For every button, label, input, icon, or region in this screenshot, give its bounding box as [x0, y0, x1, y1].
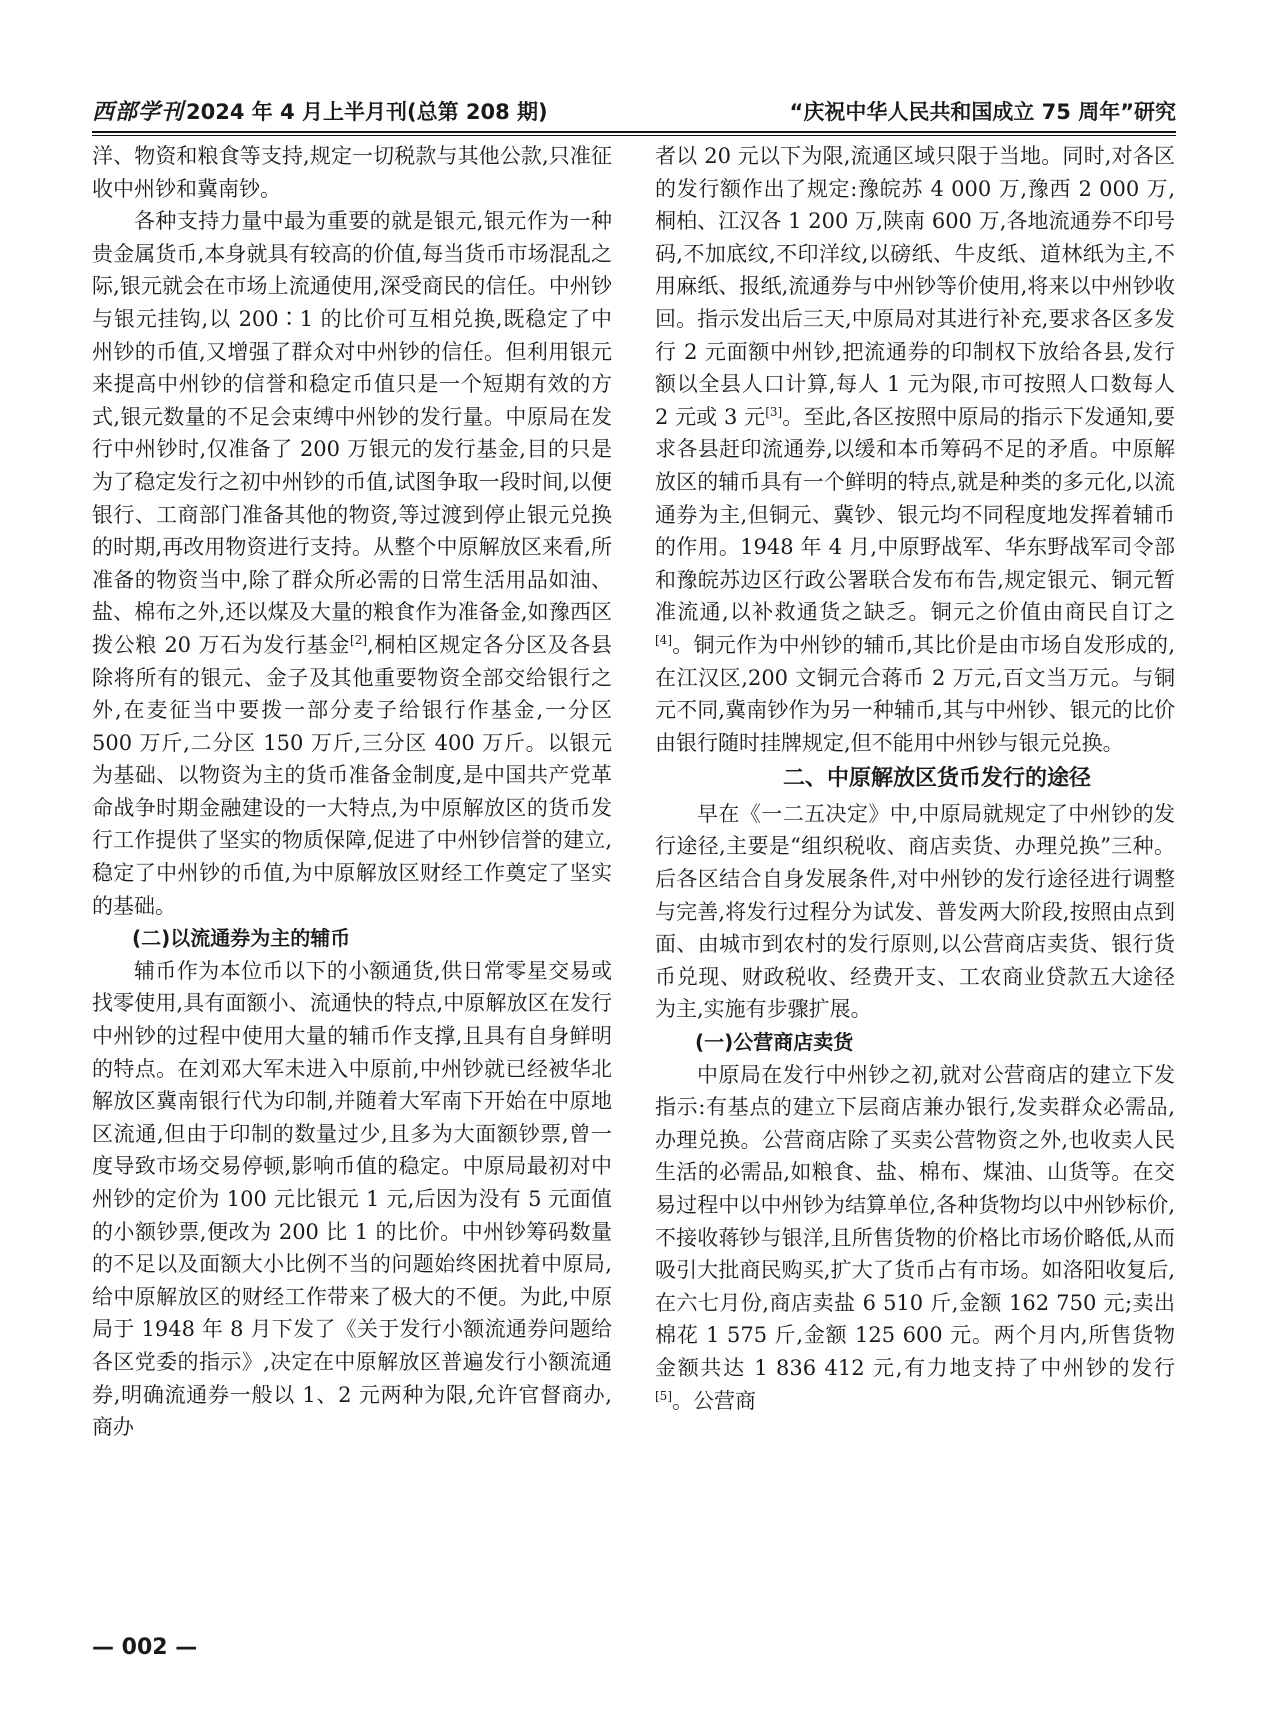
journal-logo: 西部学刊	[92, 99, 185, 125]
page-number: — 002 —	[92, 1635, 198, 1660]
paragraph-text: 各种支持力量中最为重要的就是银元,银元作为一种贵金属货币,本身就具有较高的价值,每当货币市场混乱之际,银元就会在市场上流通使用,深受商民的信任。中州钞与银元挂钩,以 200∶1 的比价可互相兑换,既稳定了中州钞的币值,又增强了群众对中州钞的信任。但利用银元来提高中州钞的信誉和稳定币值只是一个短期有效的方式,银元数量的不足会束缚中州钞的发行量。中原局在发行中州钞时,仅准备了 200 万银元的发行基金,目的只是为了稳定发行之初中州钞的币值,试图争取一段时间,以便银行、工商部门准备其他的物资,等过渡到停止银元兑换的时期,再改用物资进行支持。从整个中原解放区来看,所准备的物资当中,除了群众所必需的日常生活用品如油、盐、棉布之外,还以煤及大量的粮食作为准备金,如豫西区拨公粮 20 万石为发行基金	[92, 209, 612, 657]
citation: [5]	[655, 1388, 672, 1403]
paragraph	[655, 1059, 1175, 1418]
paragraph-text: 。公营商	[672, 1388, 756, 1413]
subsection-heading: (一)公营商店卖货	[695, 1030, 854, 1055]
paragraph	[92, 205, 612, 922]
paragraph-text: 。铜元作为中州钞的辅币,其比价是由市场自发形成的,在江汉区,200 文铜元合蒋币 2 万元,百文当万元。与铜元不同,冀南钞作为另一种辅币,其与中州钞、银元的比价由银行随时挂牌规定,但不能用中州钞与银元兑换。	[655, 632, 1175, 755]
citation: [2]	[350, 632, 368, 647]
header-left	[92, 95, 548, 126]
subsection-heading: (二)以流通券为主的辅币	[132, 926, 351, 951]
paragraph	[655, 140, 1175, 759]
paragraph: 洋、物资和粮食等支持,规定一切税款与其他公款,只准征收中州钞和冀南钞。	[92, 144, 612, 201]
paragraph: 辅币作为本位币以下的小额通货,供日常零星交易或找零使用,具有面额小、流通快的特点,中原解放区在发行中州钞的过程中使用大量的辅币作支撑,且具有自身鲜明的特点。在刘邓大军未进入中原前,中州钞就已经被华北解放区冀南银行代为印制,并随着大军南下开始在中原地区流通,但由于印制的数量过少,且多为大面额钞票,曾一度导致市场交易停顿,影响币值的稳定。中原局最初对中州钞的定价为 100 元比银元 1 元,后因为没有 5 元面值的小额钞票,便改为 200 比 1 的比价。中州钞筹码数量的不足以及面额大小比例不当的问题始终困扰着中原局,给中原解放区的财经工作带来了极大的不便。为此,中原局于 1948 年 8 月下发了《关于发行小额流通券问题给各区党委的指示》,决定在中原解放区普遍发行小额流通券,明确流通券一般以 1、2 元两种为限,允许官督商办,商办	[92, 958, 612, 1440]
column-topic: “庆祝中华人民共和国成立 75 周年”研究	[789, 100, 1176, 124]
running-header	[92, 86, 1176, 126]
paragraph-text: 者以 20 元以下为限,流通区域只限于当地。同时,对各区的发行额作出了规定:豫皖苏 4 000 万,豫西 2 000 万,桐柏、江汉各 1 200 万,陕南 600 万,各地流通券不印号码,不加底纹,不印洋纹,以磅纸、牛皮纸、道林纸为主,不用麻纸、报纸,流通券与中州钞等价使用,将来以中州钞收回。指示发出后三天,中原局对其进行补充,要求各区多发行 2 元面额中州钞,把流通券的印制权下放给各县,发行额以全县人口计算,每人 1 元为限,市可按照人口数每人 2 元或 3 元	[655, 144, 1175, 429]
paragraph: 早在《一二五决定》中,中原局就规定了中州钞的发行途径,主要是“组织税收、商店卖货、办理兑换”三种。后各区结合自身发展条件,对中州钞的发行途径进行调整与完善,将发行过程分为试发、普发两大阶段,按照由点到面、由城市到农村的发行原则,以公营商店卖货、银行货币兑现、财政税收、经费开支、工农商业贷款五大途径为主,实施有步骤扩展。	[655, 801, 1175, 1022]
paragraph-text: 。至此,各区按照中原局的指示下发通知,要求各县赶印流通券,以缓和本币筹码不足的矛盾。中原解放区的辅币具有一个鲜明的特点,就是种类的多元化,以流通券为主,但铜元、冀钞、银元均不同程度地发挥着辅币的作用。1948 年 4 月,中原野战军、华东野战军司令部和豫皖苏边区行政公署联合发布布告,规定银元、铜元暂准流通,以补救通货之缺乏。铜元之价值由商民自订之	[655, 404, 1175, 625]
header-rule	[92, 131, 1176, 136]
section-heading: 二、中原解放区货币发行的途径	[782, 766, 1091, 792]
left-column	[92, 140, 612, 1444]
right-column	[655, 140, 1175, 1417]
paragraph-text: 中原局在发行中州钞之初,就对公营商店的建立下发指示:有基点的建立下层商店兼办银行,发卖群众必需品,办理兑换。公营商店除了买卖公营物资之外,也收卖人民生活的必需品,如粮食、盐、棉布、煤油、山货等。在交易过程中以中州钞为结算单位,各种货物均以中州钞标价,不接收蒋钞与银洋,且所售货物的价格比市场价略低,从而吸引大批商民购买,扩大了货币占有市场。如洛阳收复后,在六七月份,商店卖盐 6 510 斤,金额 162 750 元;卖出棉花 1 575 斤,金额 125 600 元。两个月内,所售货物金额共达 1 836 412 元,有力地支持了中州钞的发行	[655, 1062, 1175, 1380]
paragraph-text: ,桐柏区规定各分区及各县除将所有的银元、金子及其他重要物资全部交给银行之外,在麦征当中要拨一部分麦子给银行作基金,一分区 500 万斤,二分区 150 万斤,三分区 400 万斤。以银元为基础、以物资为主的货币准备金制度,是中国共产党革命战争时期金融建设的一大特点,为中原解放区的货币发行工作提供了坚实的物质保障,促进了中州钞信誉的建立,稳定了中州钞的币值,为中原解放区财经工作奠定了坚实的基础。	[92, 632, 612, 918]
citation: [4]	[655, 632, 672, 647]
issue-info: 2024 年 4 月上半月刊(总第 208 期)	[186, 100, 548, 124]
citation: [3]	[765, 404, 783, 419]
